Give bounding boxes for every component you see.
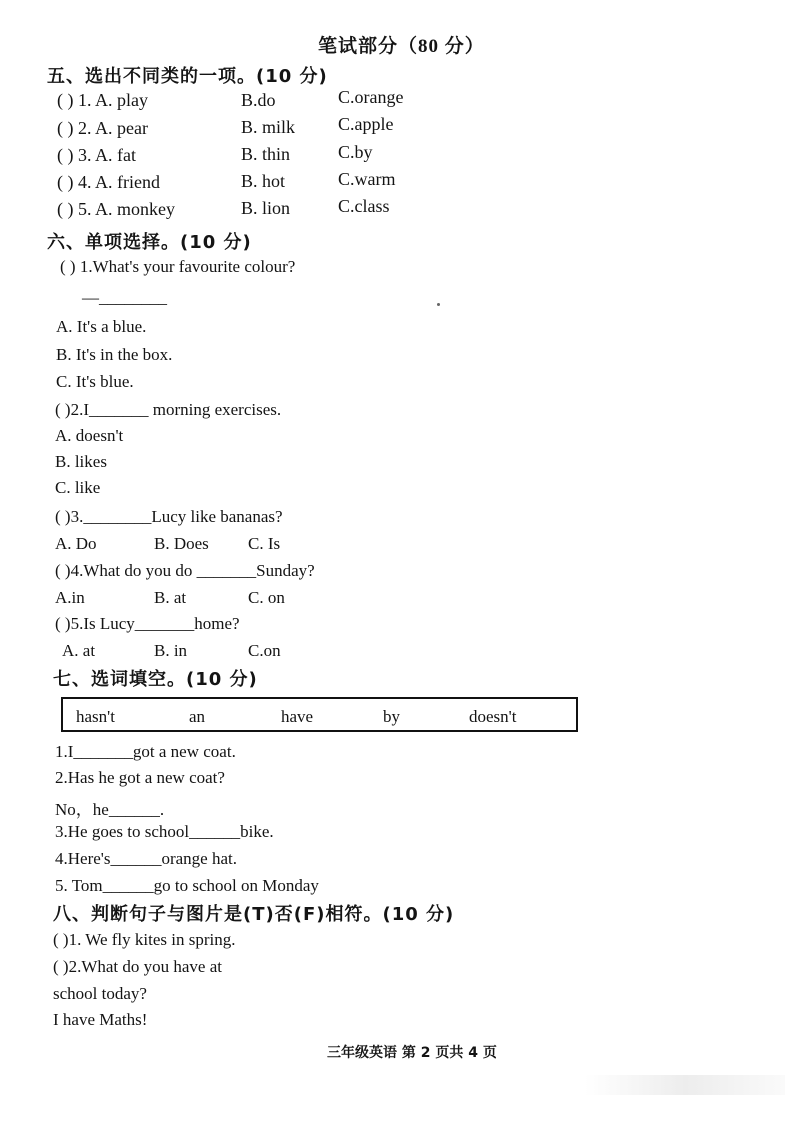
s6-q2-option-a: A. doesn't: [55, 426, 124, 445]
word-bank-word-1: hasn't: [76, 707, 115, 726]
s6-q1-option-c: C. It's blue.: [56, 372, 134, 391]
word-bank-box: [61, 697, 578, 732]
s6-q1-option-a: A. It's a blue.: [56, 317, 147, 336]
s5-row-2-option-b: B. milk: [241, 117, 296, 137]
s6-q4-option-a: A.in: [55, 588, 85, 607]
word-bank-word-4: by: [383, 707, 400, 726]
s7-line-2: 2.Has he got a new coat?: [55, 768, 225, 787]
s6-q4-text: ( )4.What do you do _______Sunday?: [55, 561, 315, 580]
s8-line-2: ( )2.What do you have at: [53, 957, 222, 976]
s5-row-3-question: ( ) 3. A. fat: [57, 145, 136, 165]
s6-q4-option-b: B. at: [154, 588, 187, 607]
word-bank-word-2: an: [189, 707, 206, 726]
word-bank-word-5: doesn't: [469, 707, 517, 726]
s8-line-3: school today?: [53, 984, 147, 1003]
s6-q2-option-c: C. like: [55, 478, 101, 497]
s5-row-3-option-b: B. thin: [241, 144, 291, 164]
s6-q5-option-a: A. at: [62, 641, 96, 660]
speck-mark: [437, 303, 440, 306]
section-7-heading: 七、选词填空。(10 分): [53, 669, 258, 690]
s7-line-5: 4.Here's______orange hat.: [55, 849, 237, 868]
s6-q2-text: ( )2.I_______ morning exercises.: [55, 400, 282, 419]
s7-line-1: 1.I_______got a new coat.: [55, 742, 236, 761]
s6-q4-option-c: C. on: [248, 588, 285, 607]
s7-line-4: 3.He goes to school______bike.: [55, 822, 274, 841]
page-title: 笔试部分（80 分）: [318, 36, 485, 57]
s8-line-1: ( )1. We fly kites in spring.: [53, 930, 236, 949]
s6-q5-text: ( )5.Is Lucy_______home?: [55, 614, 240, 633]
s6-q3-option-a: A. Do: [55, 534, 97, 553]
s5-row-3-option-c: C.by: [338, 142, 373, 162]
section-6-heading: 六、单项选择。(10 分): [47, 232, 252, 253]
s5-row-5-option-c: C.class: [338, 196, 390, 216]
scan-smudge: [585, 1075, 785, 1095]
s6-q2-option-b: B. likes: [55, 452, 107, 471]
s5-row-1-option-b: B.do: [241, 90, 276, 110]
s6-q3-option-c: C. Is: [248, 534, 281, 553]
s6-q1-answer-blank: —________: [82, 288, 167, 307]
section-8-heading: 八、判断句子与图片是(T)否(F)相符。(10 分): [53, 904, 455, 925]
s5-row-4-option-b: B. hot: [241, 171, 286, 191]
s8-line-4: I have Maths!: [53, 1010, 148, 1029]
s6-q5-option-c: C.on: [248, 641, 281, 660]
s5-row-1-question: ( ) 1. A. play: [57, 90, 148, 110]
page-footer: 三年级英语 第 2 页共 4 页: [327, 1045, 497, 1061]
s6-q5-option-b: B. in: [154, 641, 188, 660]
s5-row-4-question: ( ) 4. A. friend: [57, 172, 160, 192]
s5-row-5-option-b: B. lion: [241, 198, 291, 218]
s7-line-3: No，he______.: [55, 800, 165, 819]
s5-row-2-option-c: C.apple: [338, 114, 394, 134]
section-5-heading: 五、选出不同类的一项。(10 分): [47, 66, 328, 87]
s6-q1-text: ( ) 1.What's your favourite colour?: [60, 257, 296, 276]
word-bank-word-3: have: [281, 707, 314, 726]
s5-row-5-question: ( ) 5. A. monkey: [57, 199, 175, 219]
s5-row-4-option-c: C.warm: [338, 169, 396, 189]
s6-q1-option-b: B. It's in the box.: [56, 345, 173, 364]
s5-row-1-option-c: C.orange: [338, 87, 404, 107]
s7-line-6: 5. Tom______go to school on Monday: [55, 876, 319, 895]
s6-q3-option-b: B. Does: [154, 534, 209, 553]
s5-row-2-question: ( ) 2. A. pear: [57, 118, 148, 138]
s6-q3-text: ( )3.________Lucy like bananas?: [55, 507, 283, 526]
